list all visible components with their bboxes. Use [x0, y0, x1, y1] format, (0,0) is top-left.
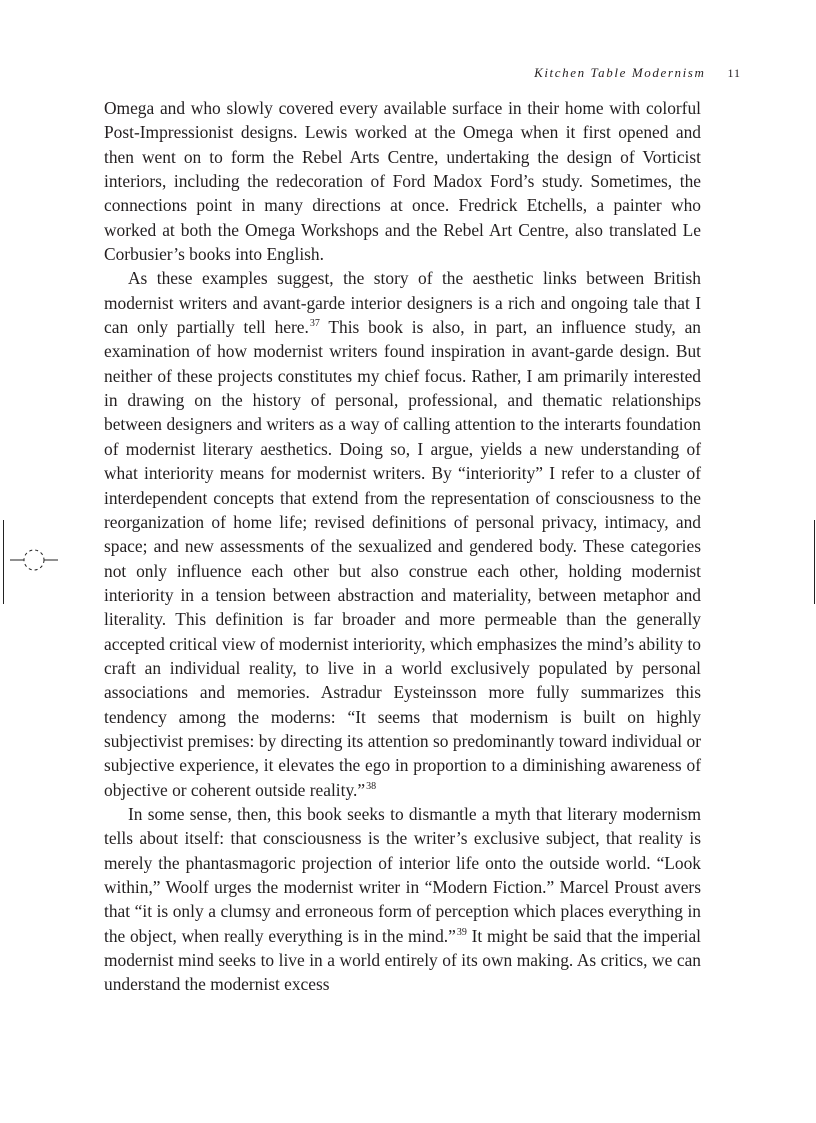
footnote-reference[interactable]: 38: [366, 780, 377, 792]
running-head: [104, 64, 741, 82]
paragraph: [104, 96, 701, 266]
running-title: Kitchen Table Modernism: [534, 65, 706, 80]
crop-mark-right: [814, 520, 815, 604]
text-run: This book is also, in part, an influence study, an examination of how modernist writers found inspiration in avant-garde design. But neither of these projects constitutes my chief focus. Rather, I am primarily interested in drawing on the history of personal, professional, and thematic relationships between designers and writers as a way of calling attention to the interarts foundation of modernist literary aesthetics. Doing so, I argue, yields a new understanding of what interiority means for modernist writers. By “interiority” I refer to a cluster of interdependent concepts that extend from the representation of consciousness to the reorganization of home life; revised definitions of personal privacy, intimacy, and space; and new assessments of the sexualized and gendered body. These categories not only influence each other but also construe each other, holding modernist interiority in a tension between abstraction and materiality, between metaphor and literality. This definition is far broader and more permeable than the generally accepted critical view of modernist interiority, which emphasizes the mind’s ability to craft an individual reality, to live in a world exclusively populated by personal associations and memories. Astradur Eysteinsson more fully summarizes this tendency among the moderns: “It seems that modernism is built on highly subjectivist premises: by directing its attention so predominantly toward individual or subjective experience, it elevates the ego in proportion to a diminishing awareness of objective or coherent outside reality.”: [104, 317, 702, 800]
registration-mark-icon: [10, 545, 58, 575]
text-run: As these examples suggest, the story of the aesthetic links between British modernist writers and avant-garde interior designers is a rich and ongoing tale that I can only partially tell here.: [104, 268, 701, 338]
page-number: 11: [727, 66, 741, 80]
footnote-reference[interactable]: 39: [456, 926, 467, 938]
body-text: [104, 96, 701, 997]
footnote-reference[interactable]: 37: [309, 318, 320, 330]
text-run: In some sense, then, this book seeks to dismantle a myth that literary modernism tells about itself: that consciousness is the writer’s exclusive subject, that reality is merely the phantasmagoric projection of interior life onto the outside world. “Look within,” Woolf urges the modernist writer in “Modern Fiction.” Marcel Proust avers that “it is only a clumsy and erroneous form of perception which places everything in the object, when really everything is in the mind.”: [104, 803, 701, 946]
paragraph: [104, 266, 701, 802]
crop-mark-left: [3, 520, 4, 604]
text-run: It might be said that the imperial modernist mind seeks to live in a world entirely of its own making. As critics, we can understand the modernist excess: [104, 925, 701, 995]
text-run: Omega and who slowly covered every available surface in their home with colorful Post-Impressionist designs. Lewis worked at the Omega when it first opened and then went on to form the Rebel Arts Centre, undertaking the design of Vorticist interiors, including the redecoration of Ford Madox Ford’s study. Sometimes, the connections point in many directions at once. Fredrick Etchells, a painter who worked at both the Omega Workshops and the Rebel Art Centre, also translated Le Corbusier’s books into English.: [104, 98, 701, 265]
paragraph: [104, 802, 701, 997]
